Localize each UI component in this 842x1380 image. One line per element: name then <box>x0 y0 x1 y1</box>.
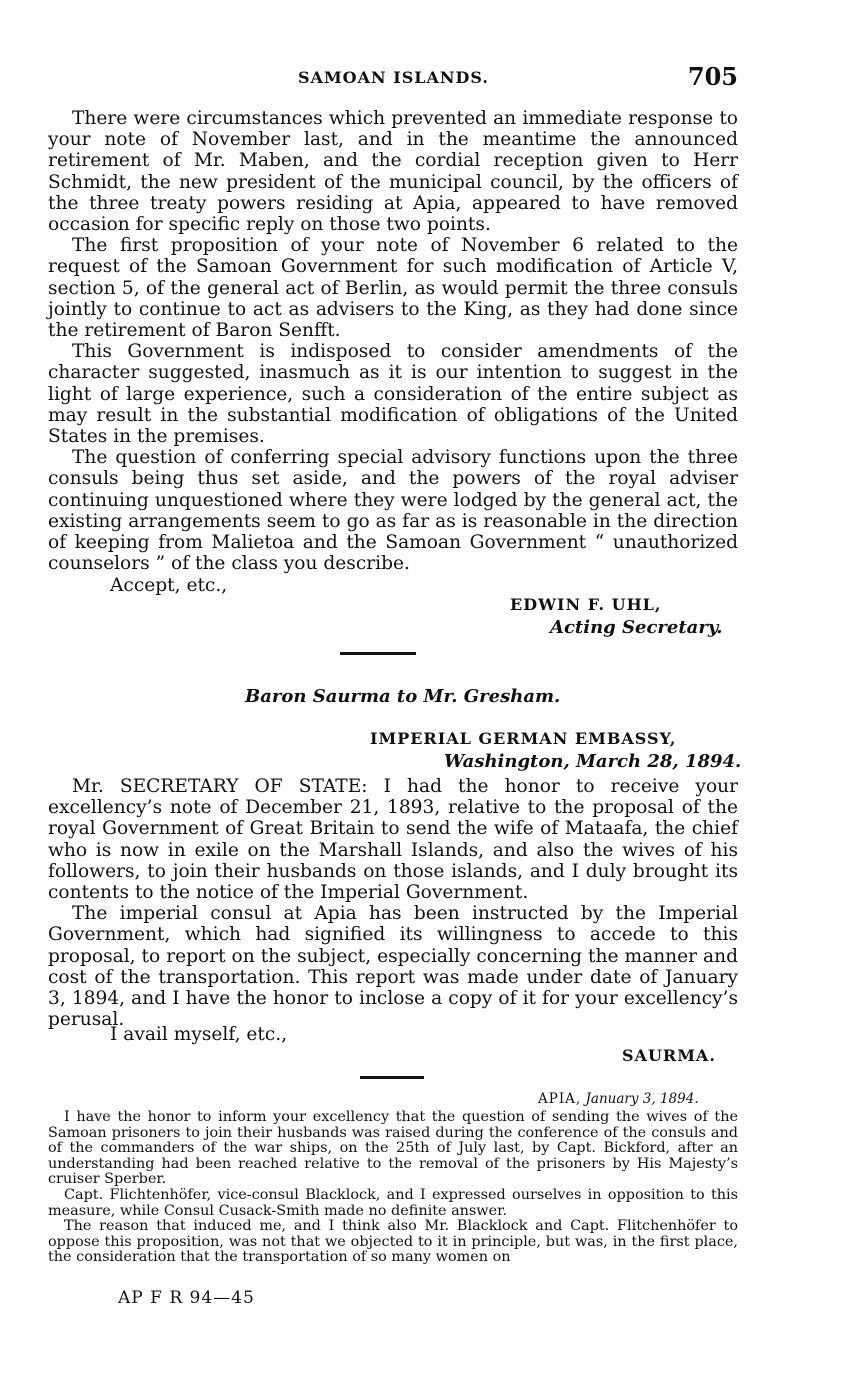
paragraph: There were circumstances which prevented an immediate response to your note of November last, and in the meantime the announced retirement of Mr. Maben, and the cordial reception given to Herr Schmidt, the new president of the municipal council, by the officers of the three treaty powers residing at Apia, appeared to have removed occasion for specific reply on those two points. <box>48 108 738 236</box>
letter1-signature-title: Acting Secretary. <box>550 617 723 638</box>
page-header <box>48 62 738 96</box>
enclosure-date: January 3, 1894. <box>585 1091 699 1107</box>
letter2-heading: Baron Saurma to Mr. Gresham. <box>245 686 561 707</box>
paragraph: Mr. SECRETARY OF STATE: I had the honor to receive your excellency’s note of December 21, 1893, relative to the proposal of the royal Government of Great Britain to send the wife of Mataafa, the chief who is now in exile on the Marshall Islands, and also the wives of his followers, to join their husbands on those islands, and I duly brought its contents to the notice of the Imperial Government. <box>48 776 738 904</box>
signature-mark: AP F R 94—45 <box>118 1288 255 1308</box>
enclosure-dateline <box>538 1091 699 1107</box>
paragraph: The question of conferring special advisory functions upon the three consuls being thus set aside, and the powers of the royal adviser continuing unquestioned where they were lodged by the general act, the existing arrangements seem to go as far as is reasonable in the direction of keeping from Malietoa and the Samoan Government “ unauthorized counselors ” of the class you describe. <box>48 447 738 575</box>
letter1-body <box>48 108 738 574</box>
running-head: SAMOAN ISLANDS. <box>298 68 489 87</box>
letter1-closing: Accept, etc., <box>110 575 228 596</box>
letter1-signature-name: EDWIN F. UHL, <box>510 595 662 614</box>
paragraph: The reason that induced me, and I think also Mr. Blacklock and Capt. Flitchenhöfer to oppose this proposition, was not that we objected to it in principle, but was, in the first place, the consideration that the transportation of so many women on <box>48 1218 738 1266</box>
paragraph: I have the honor to inform your excellency that the question of sending the wives of the Samoan prisoners to join their husbands was raised during the conference of the consuls and of the commanders of the war ships, on the 25th of July last, by Capt. Bickford, after an understanding had been reached relative to the removal of the prisoners by His Majesty’s cruiser Sperber. <box>48 1109 738 1188</box>
enclosure-divider <box>360 1076 424 1079</box>
enclosure-body <box>48 1110 738 1266</box>
letter2-body <box>48 776 738 1030</box>
paragraph: Capt. Flichtenhöfer, vice-consul Blacklock, and I expressed ourselves in opposition to this measure, while Consul Cusack-Smith made no definite answer. <box>48 1186 738 1219</box>
paragraph: This Government is indisposed to consider amendments of the character suggested, inasmuch as it is our intention to suggest in the light of large experience, such a consideration of the entire subject as may result in the substantial modification of obligations of the United States in the premises. <box>48 341 738 448</box>
page-number: 705 <box>687 62 738 91</box>
paragraph: The first proposition of your note of November 6 related to the request of the Samoan Government for such modification of Article V, section 5, of the general act of Berlin, as would permit the three consuls jointly to continue to act as advisers to the King, as they had done since the retirement of Baron Senfft. <box>48 235 738 342</box>
letter2-dateline: Washington, March 28, 1894. <box>444 751 742 772</box>
letter2-closing: I avail myself, etc., <box>110 1024 288 1045</box>
letter2-embassy: IMPERIAL GERMAN EMBASSY, <box>370 729 677 748</box>
paragraph: The imperial consul at Apia has been instructed by the Imperial Government, which had signified its willingness to accede to this proposal, to report on the subject, especially concerning the manner and cost of the transportation. This report was made under date of January 3, 1894, and I have the honor to inclose a copy of it for your excellency’s perusal. <box>48 903 738 1031</box>
letter2-signature-name: SAURMA. <box>622 1046 716 1065</box>
section-divider <box>340 652 416 655</box>
enclosure-place: APIA, <box>538 1091 582 1107</box>
